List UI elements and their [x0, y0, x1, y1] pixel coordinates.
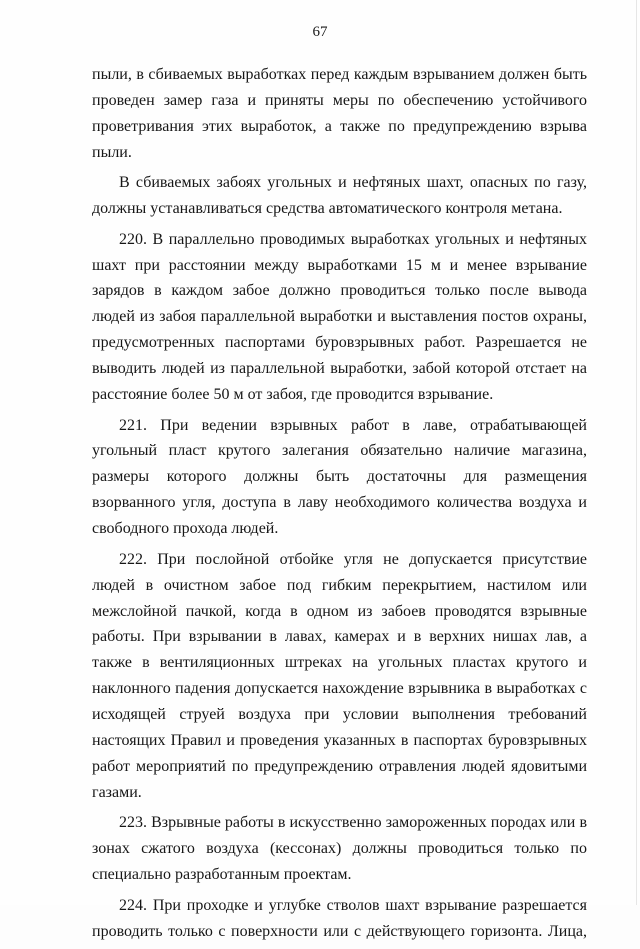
- paragraph-7-item-224: 224. При проходке и углубке стволов шахт взрывание разрешается проводить только с поверхности или с действующего горизонта. Лица,: [92, 896, 587, 940]
- paragraph-5-item-222: 222. При послойной отбойке угля не допускается присутствие людей в очистном забое под гибким перекрытием, настилом или межслойной пачкой, когда в одном из забоев проводятся взрывные работы. При взрывании в лавах, камерах и в верхних нишах лав, а также в вентиляционных штреках на угольных пластах крутого и наклонного падения допускается нахождение взрывника в выработках с исходящей струей воздуха при условии выполнения требований настоящих Правил и проведения указанных в паспортах буровзрывных работ мероприятий по предупреждению отравления людей ядовитыми газами.: [92, 550, 587, 801]
- page-number: 67: [312, 24, 328, 40]
- paragraph-4-item-221: 221. При ведении взрывных работ в лаве, отрабатывающей угольный пласт крутого залегания обязательно наличие магазина, размеры которого должны быть достаточны для размещения взорванного угля, доступа в лаву необходимого количества воздуха и свободного прохода людей.: [92, 416, 587, 538]
- paragraph-6-item-223: 223. Взрывные работы в искусственно замороженных породах или в зонах сжатого воздуха (кессонах) должны проводиться только по специально разработанным проектам.: [92, 814, 587, 884]
- paragraph-2: В сбиваемых забоях угольных и нефтяных шахт, опасных по газу, должны устанавливаться средства автоматического контроля метана.: [92, 174, 587, 218]
- body-text: [92, 62, 587, 949]
- paragraph-1: пыли, в сбиваемых выработках перед каждым взрыванием должен быть проведен замер газа и приняты меры по обеспечению устойчивого проветривания этих выработок, а также по предупреждению взрыва пыли.: [92, 66, 587, 161]
- scan-edge-line: [636, 0, 637, 905]
- paragraph-3-item-220: 220. В параллельно проводимых выработках угольных и нефтяных шахт при расстоянии между выработками 15 м и менее взрывание зарядов в каждом забое должно проводиться только после вывода людей из забоя параллельной выработки и выставления постов охраны, предусмотренных паспортами буровзрывных работ. Разрешается не выводить людей из параллельной выработки, забой которой отстает на расстояние более 50 м от забоя, где проводится взрывание.: [92, 230, 587, 404]
